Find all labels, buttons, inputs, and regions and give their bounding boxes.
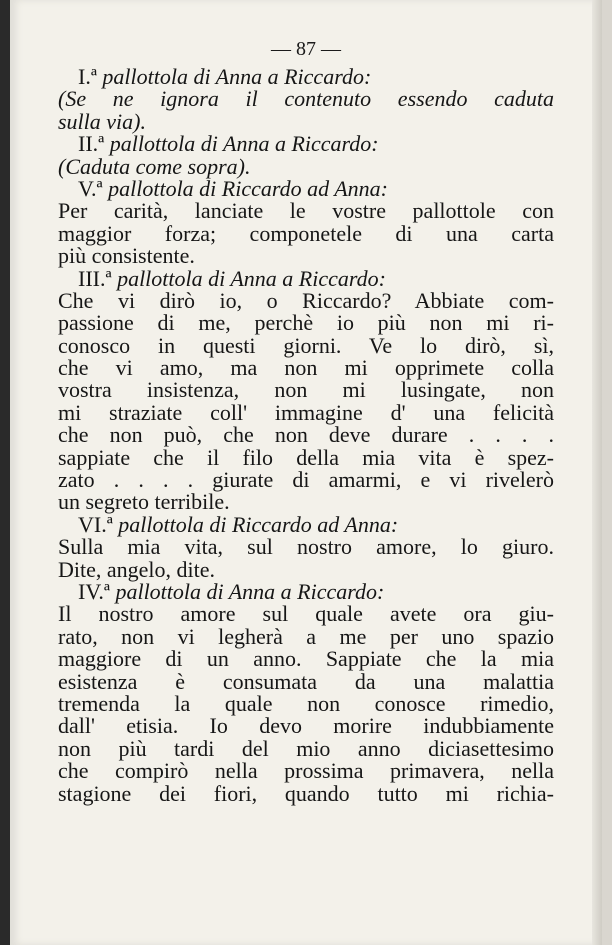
text-run: un segreto terribile. <box>58 489 230 515</box>
text-run: esistenza è consumata da una malattia <box>58 668 554 694</box>
text-run: conosco in questi giorni. Ve lo dirò, sì, <box>58 332 554 358</box>
italic-text: pallottola di Anna a Riccardo: <box>117 265 386 291</box>
text-line <box>58 760 554 782</box>
text-run: V.ª <box>78 175 109 201</box>
italic-text: pallottola di Riccardo ad Anna: <box>108 175 388 201</box>
text-line <box>58 66 554 88</box>
text-line <box>58 332 554 358</box>
text-line <box>58 715 554 737</box>
text-run: stagione dei fiori, quando tutto mi richia- <box>58 780 554 806</box>
text-run: III.ª <box>78 265 118 291</box>
text-line <box>58 220 554 246</box>
text-line <box>58 735 554 761</box>
text-line <box>58 153 554 179</box>
italic-text: pallottola di Anna a Riccardo: <box>102 64 372 89</box>
page-text <box>58 66 554 805</box>
italic-text: pallottola di Anna a Riccardo: <box>115 578 385 604</box>
text-line <box>58 469 554 491</box>
text-line <box>58 175 554 201</box>
text-line <box>58 536 554 558</box>
text-run: più consistente. <box>58 243 195 269</box>
text-line <box>58 556 554 582</box>
text-run: Che vi dirò io, o Riccardo? Abbiate com- <box>58 287 554 313</box>
text-run: tremenda la quale non conosce rimedio, <box>58 690 554 716</box>
text-run: Sulla mia vita, sul nostro amore, lo giuro. <box>58 534 554 560</box>
text-line <box>58 287 554 313</box>
text-run: VI.ª <box>78 511 119 537</box>
text-run: I.ª <box>78 64 103 89</box>
text-run: zato . . . . giurate di amarmi, e vi rivelerò <box>58 467 554 493</box>
text-line <box>58 511 554 537</box>
italic-text: (Se ne ignora il contenuto essendo caduta <box>58 86 554 112</box>
italic-text: pallottola di Anna a Riccardo: <box>109 131 379 157</box>
italic-text: pallottola di Riccardo ad Anna: <box>118 511 399 537</box>
text-run: IV.ª <box>78 578 116 604</box>
text-run: dall' etisia. Io devo morire indubbiamente <box>58 713 554 739</box>
text-run: maggior forza; componetele di una carta <box>58 220 554 246</box>
text-line <box>58 690 554 716</box>
page-edge <box>592 0 602 945</box>
text-run: II.ª <box>78 131 110 157</box>
text-line <box>58 357 554 379</box>
text-line <box>58 623 554 649</box>
book-page <box>10 0 602 945</box>
text-line <box>58 668 554 694</box>
text-line <box>58 108 554 134</box>
text-line <box>58 312 554 334</box>
text-line <box>58 133 554 155</box>
text-line <box>58 578 554 604</box>
page-number: — 87 — <box>271 38 341 60</box>
text-line <box>58 399 554 425</box>
text-line <box>58 780 554 806</box>
text-run: Per carità, lanciate le vostre pallottole con <box>58 198 554 224</box>
text-line <box>58 444 554 470</box>
text-line <box>58 491 554 513</box>
text-run: vostra insistenza, non mi lusingate, non <box>58 377 554 403</box>
text-line <box>58 200 554 222</box>
text-line <box>58 88 554 110</box>
italic-text: (Caduta come sopra). <box>58 153 251 179</box>
text-line <box>58 245 554 267</box>
text-line <box>58 265 554 291</box>
text-run: rato, non vi legherà a me per uno spazio <box>58 623 554 649</box>
text-run: sappiate che il filo della mia vita è spez- <box>58 444 554 470</box>
text-run: passione di me, perchè io più non mi ri- <box>58 310 554 336</box>
text-line <box>58 424 554 446</box>
book-binding <box>0 0 10 945</box>
text-line <box>58 379 554 401</box>
text-run: che compirò nella prossima primavera, nella <box>58 758 554 784</box>
italic-text: sulla via). <box>58 108 146 134</box>
text-run: Dite, angelo, dite. <box>58 556 216 582</box>
text-run: non più tardi del mio anno diciasettesimo <box>58 735 554 761</box>
text-line <box>58 603 554 625</box>
text-run: che vi amo, ma non mi opprimete colla <box>58 355 554 381</box>
text-run: mi straziate coll' immagine d' una felicità <box>58 399 554 425</box>
text-run: Il nostro amore sul quale avete ora giu- <box>58 601 554 627</box>
text-run: che non può, che non deve durare . . . . <box>58 422 554 448</box>
text-line <box>58 648 554 670</box>
text-run: maggiore di un anno. Sappiate che la mia <box>58 646 554 672</box>
